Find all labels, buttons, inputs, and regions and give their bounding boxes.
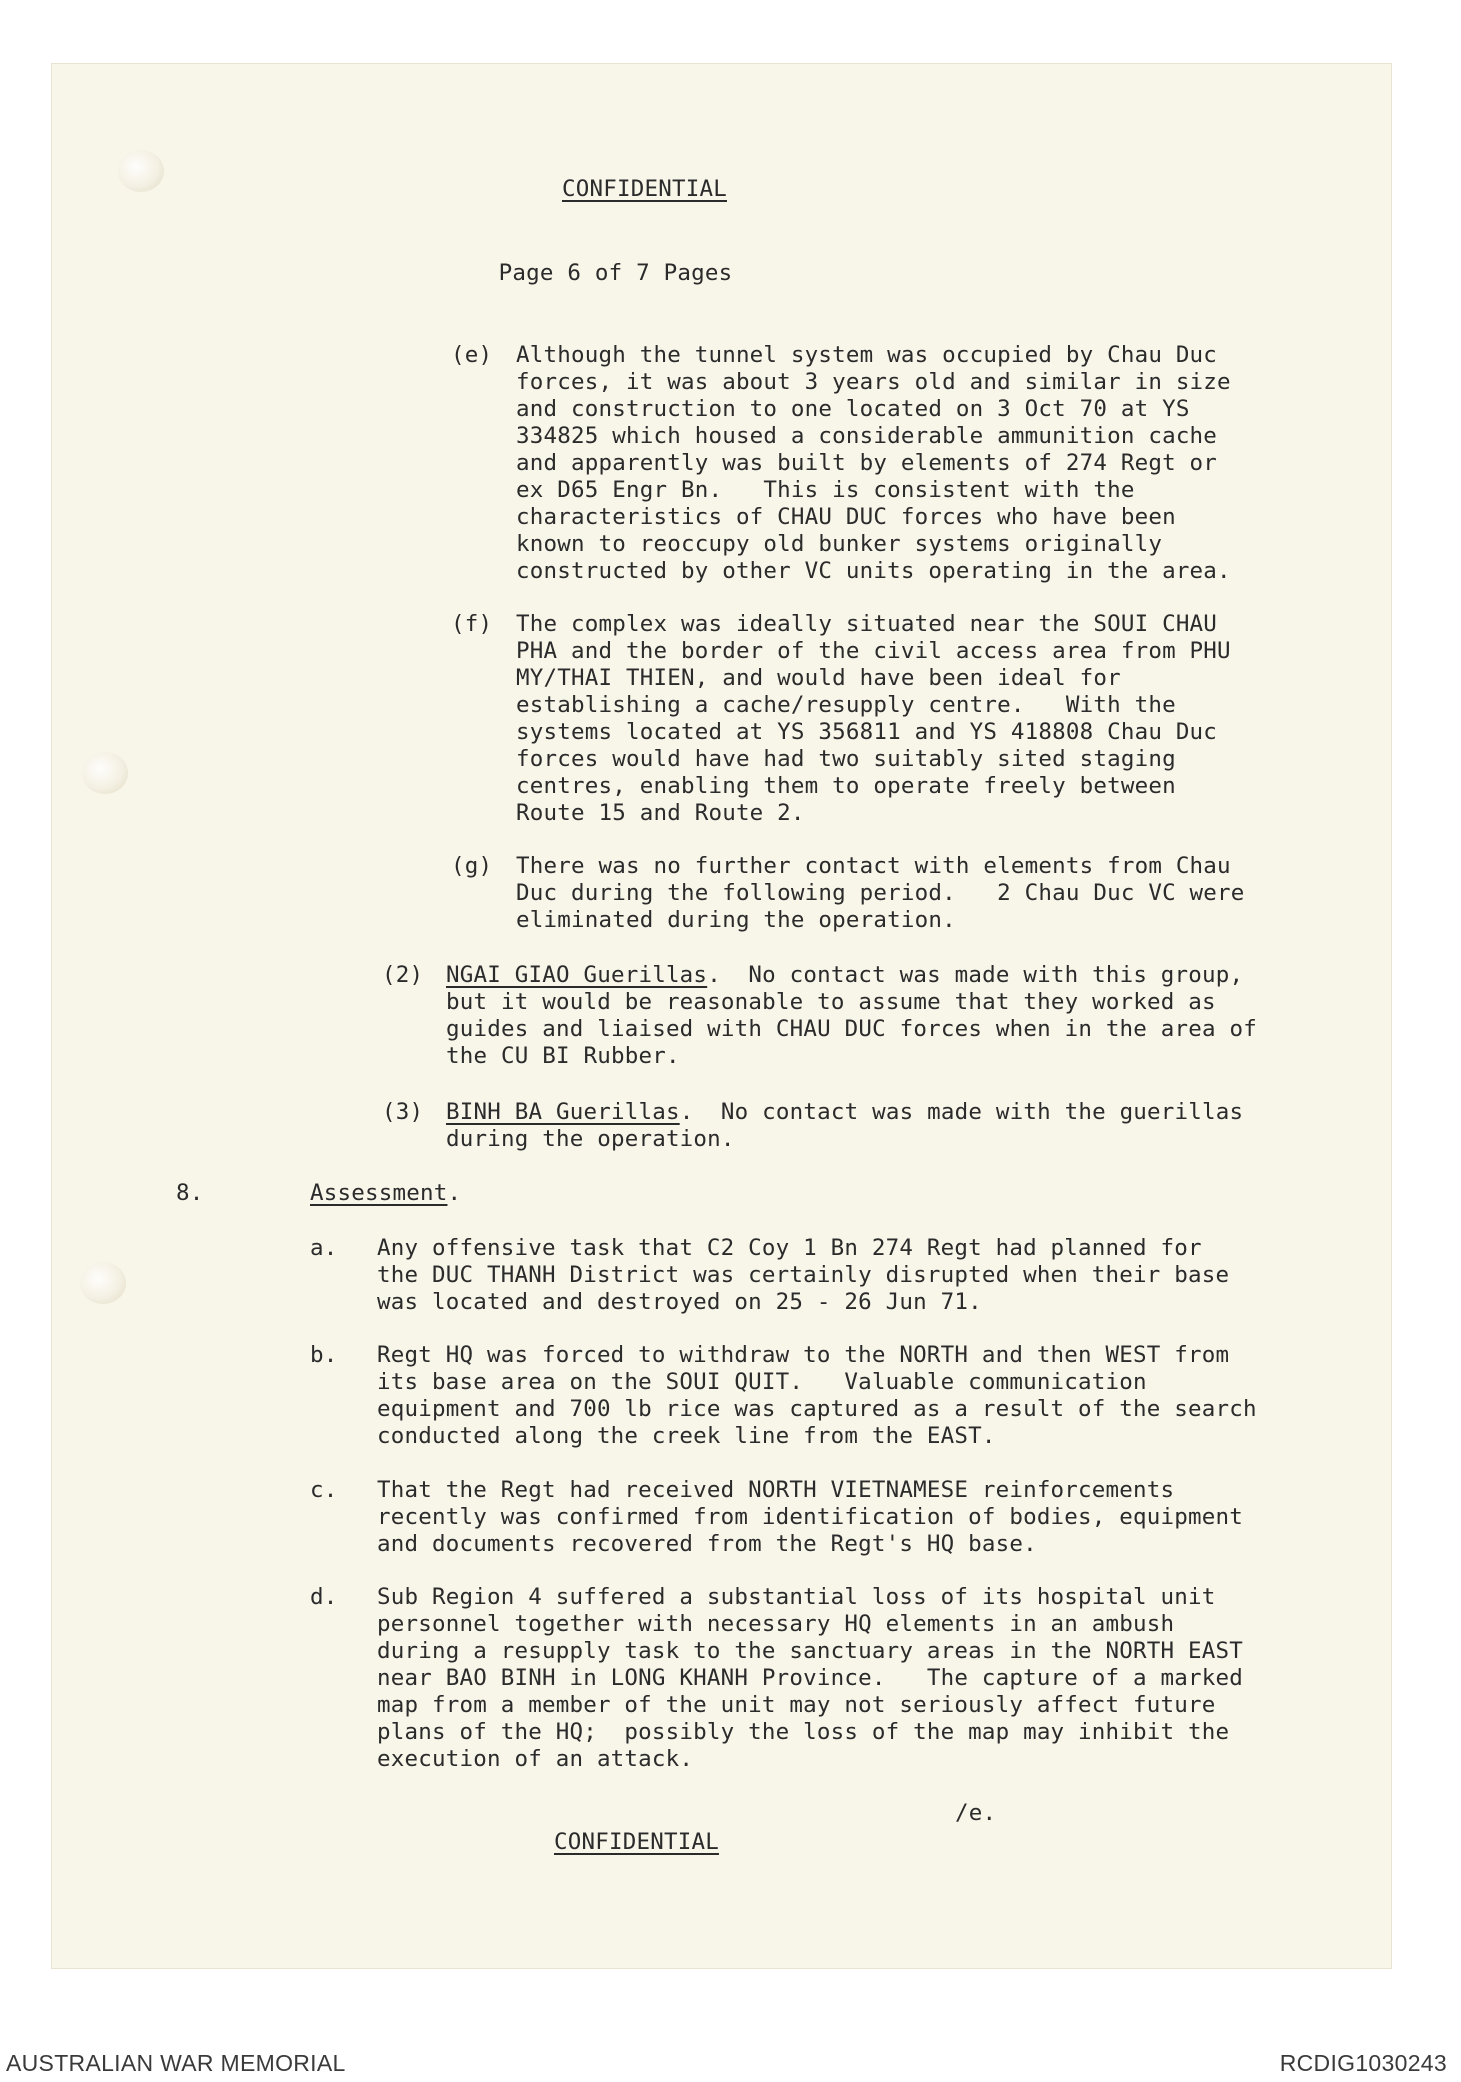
para-3-heading: BINH BA Guerillas — [446, 1099, 680, 1125]
para-c-line: recently was confirmed from identification of bodies, equipment — [377, 1504, 1244, 1530]
para-a-line: Any offensive task that C2 Coy 1 Bn 274 Regt had planned for — [377, 1235, 1202, 1261]
archive-reference: RCDIG1030243 — [1279, 2050, 1447, 2076]
para-3-marker: (3) — [382, 1099, 424, 1125]
para-e-line: forces, it was about 3 years old and similar in size — [516, 369, 1231, 395]
para-b-line: equipment and 700 lb rice was captured as a result of the search — [377, 1396, 1257, 1422]
classification-footer: CONFIDENTIAL — [554, 1829, 719, 1855]
page-number: Page 6 of 7 Pages — [498, 260, 733, 286]
classification-header: CONFIDENTIAL — [562, 176, 727, 202]
para-b-line: Regt HQ was forced to withdraw to the NORTH and then WEST from — [377, 1342, 1230, 1368]
para-a-line: the DUC THANH District was certainly disrupted when their base — [377, 1262, 1230, 1288]
para-d-marker: d. — [310, 1584, 338, 1610]
para-a-line: was located and destroyed on 25 - 26 Jun 71. — [377, 1289, 982, 1315]
para-c-line: That the Regt had received NORTH VIETNAMESE reinforcements — [377, 1477, 1175, 1503]
para-e-line: characteristics of CHAU DUC forces who have been — [516, 504, 1176, 530]
para-e-line: and construction to one located on 3 Oct 70 at YS — [516, 396, 1190, 422]
para-g-line: Duc during the following period. 2 Chau Duc VC were — [516, 880, 1245, 906]
para-f-line: systems located at YS 356811 and YS 418808 Chau Duc — [516, 719, 1218, 745]
para-2-line: guides and liaised with CHAU DUC forces when in the area of — [446, 1016, 1258, 1042]
para-f-marker: (f) — [451, 611, 493, 637]
para-f-line: PHA and the border of the civil access area from PHU — [516, 638, 1231, 664]
para-f-line: forces would have had two suitably sited staging — [516, 746, 1176, 772]
punch-hole-mark — [82, 752, 128, 794]
para-b-line: its base area on the SOUI QUIT. Valuable communication — [377, 1369, 1147, 1395]
para-g-line: eliminated during the operation. — [516, 907, 956, 933]
para-g-line: There was no further contact with elements from Chau — [516, 853, 1231, 879]
para-b-line: conducted along the creek line from the EAST. — [377, 1423, 996, 1449]
para-c-marker: c. — [310, 1477, 338, 1503]
para-e-line: constructed by other VC units operating in the area. — [516, 558, 1231, 584]
para-e-line: Although the tunnel system was occupied by Chau Duc — [516, 342, 1218, 368]
archive-credit: AUSTRALIAN WAR MEMORIAL — [6, 2050, 346, 2076]
para-d-line: near BAO BINH in LONG KHANH Province. The capture of a marked — [377, 1665, 1244, 1691]
section-8-number: 8. — [176, 1180, 204, 1206]
para-d-line: map from a member of the unit may not seriously affect future — [377, 1692, 1216, 1718]
para-d-line: plans of the HQ; possibly the loss of the map may inhibit the — [377, 1719, 1230, 1745]
para-2-line: NGAI GIAO Guerillas. No contact was made with this group, — [446, 962, 1244, 988]
para-2-marker: (2) — [382, 962, 424, 988]
para-d-line: during a resupply task to the sanctuary areas in the NORTH EAST — [377, 1638, 1244, 1664]
para-f-line: Route 15 and Route 2. — [516, 800, 805, 826]
para-d-line: Sub Region 4 suffered a substantial loss of its hospital unit — [377, 1584, 1216, 1610]
para-2-heading: NGAI GIAO Guerillas — [446, 962, 708, 988]
para-e-line: 334825 which housed a considerable ammunition cache — [516, 423, 1218, 449]
para-f-line: establishing a cache/resupply centre. With the — [516, 692, 1176, 718]
para-3-line: BINH BA Guerillas. No contact was made with the guerillas — [446, 1099, 1244, 1125]
para-f-line: MY/THAI THIEN, and would have been ideal for — [516, 665, 1121, 691]
para-2-line: but it would be reasonable to assume that they worked as — [446, 989, 1216, 1015]
para-c-line: and documents recovered from the Regt's HQ base. — [377, 1531, 1037, 1557]
para-f-line: The complex was ideally situated near the SOUI CHAU — [516, 611, 1218, 637]
para-f-line: centres, enabling them to operate freely between — [516, 773, 1176, 799]
continuation-marker: /e. — [955, 1800, 997, 1826]
para-e-line: known to reoccupy old bunker systems originally — [516, 531, 1163, 557]
para-e-marker: (e) — [451, 342, 493, 368]
section-8-title: Assessment. — [310, 1180, 462, 1206]
para-2-line: the CU BI Rubber. — [446, 1043, 680, 1069]
para-g-marker: (g) — [451, 853, 493, 879]
para-3-line: during the operation. — [446, 1126, 735, 1152]
para-e-line: and apparently was built by elements of 274 Regt or — [516, 450, 1218, 476]
para-a-marker: a. — [310, 1235, 338, 1261]
para-d-line: execution of an attack. — [377, 1746, 694, 1772]
para-d-line: personnel together with necessary HQ elements in an ambush — [377, 1611, 1175, 1637]
para-b-marker: b. — [310, 1342, 338, 1368]
para-e-line: ex D65 Engr Bn. This is consistent with the — [516, 477, 1135, 503]
punch-hole-mark — [80, 1262, 126, 1304]
